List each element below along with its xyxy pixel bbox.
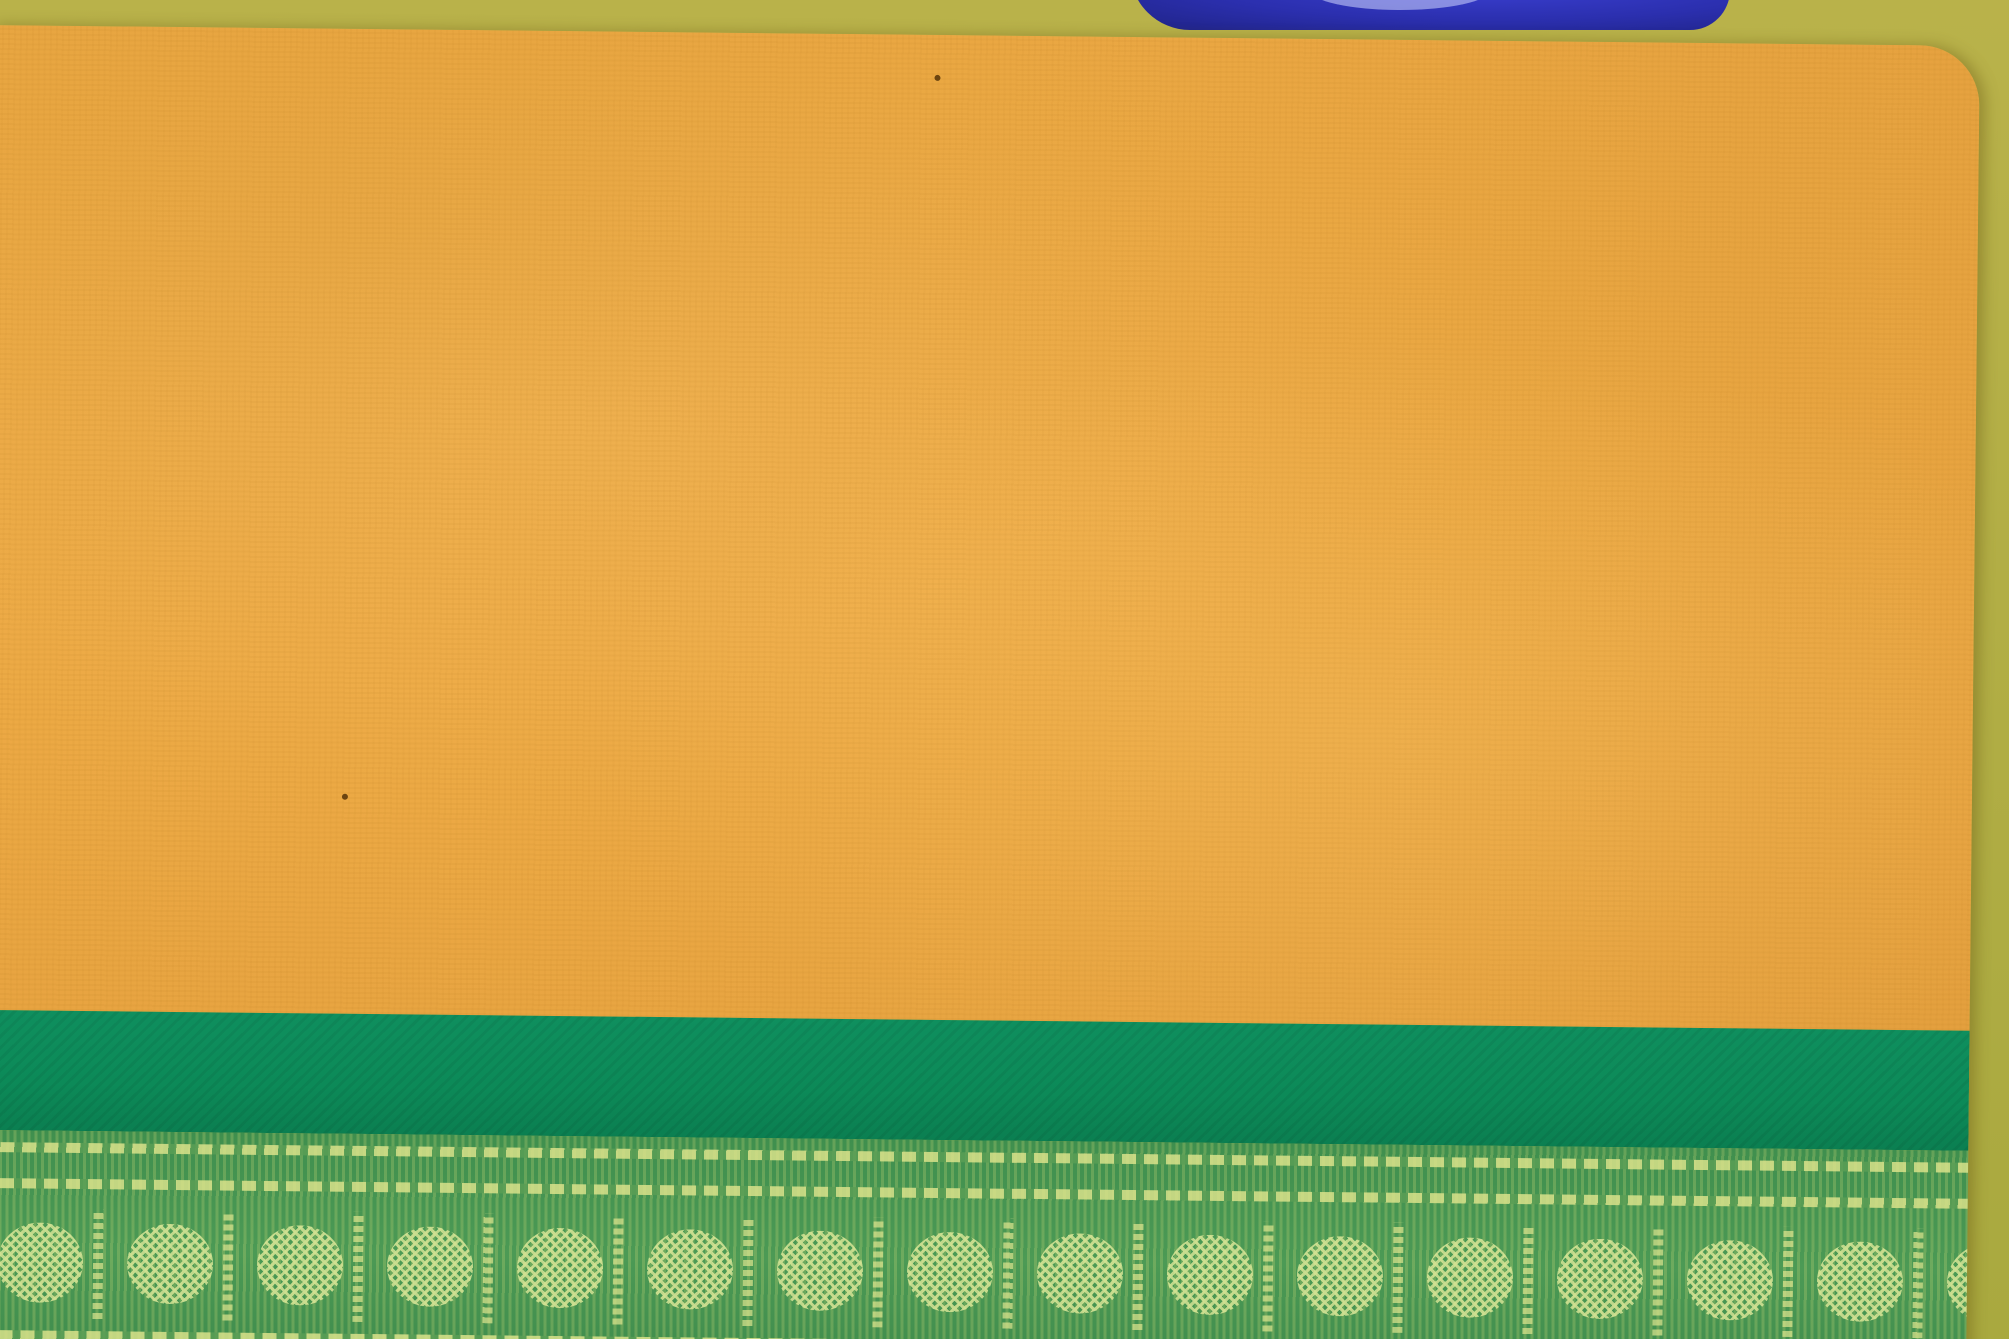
green-border-band (0, 1010, 1970, 1151)
fabric-speck (342, 794, 348, 800)
zari-border (0, 1130, 1968, 1339)
zari-motif (366, 1212, 497, 1323)
zari-motif (236, 1211, 367, 1322)
zari-motif (496, 1213, 627, 1324)
zari-motif (0, 1208, 108, 1319)
zari-motif (886, 1217, 1017, 1328)
zari-motif (1146, 1220, 1277, 1331)
zari-motif (1666, 1226, 1797, 1337)
zari-motif (1536, 1224, 1667, 1335)
fabric-body (0, 25, 1980, 1031)
zari-motif (1276, 1222, 1407, 1333)
zari-motif (756, 1216, 887, 1327)
fabric-speck (934, 75, 940, 81)
saree-fabric (0, 25, 1980, 1339)
zari-motif (1406, 1223, 1537, 1334)
zari-motif (1796, 1227, 1927, 1338)
zari-motif (106, 1209, 237, 1320)
zari-motif (626, 1215, 757, 1326)
blue-object (1130, 0, 1730, 30)
zari-stripe-mid (0, 1178, 1968, 1209)
zari-motif-row (0, 1208, 1968, 1339)
zari-motif (1016, 1219, 1147, 1330)
zari-motif (1926, 1228, 1980, 1339)
